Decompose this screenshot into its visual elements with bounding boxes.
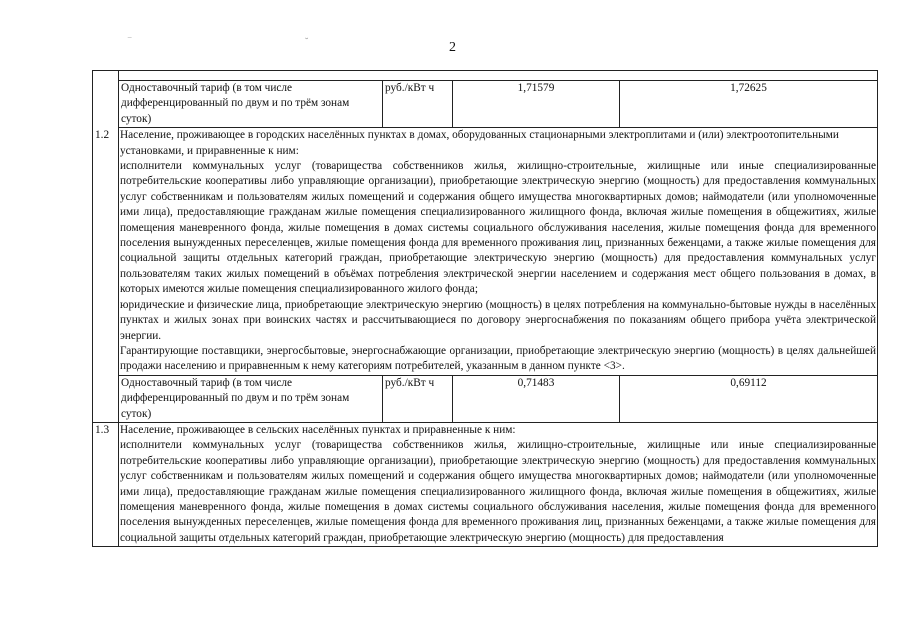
tariff-value-2: 0,69112 xyxy=(730,376,767,389)
row-number: 1.2 xyxy=(93,128,119,422)
row-number: 1.3 xyxy=(93,423,119,546)
tariff-unit: руб./кВт ч xyxy=(383,81,453,127)
tariff-line xyxy=(119,80,877,128)
table-row-1-1 xyxy=(93,71,877,128)
row-paragraph: юридические и физические лица, приобретающие электрическую энергию (мощность) в целях потребления на коммунально-бытовые нужды в населённых пунктах и жилых зонах при воинских частях и рассчитывающиеся по договору энергоснабжения по показаниям общего прибора учёта электрической энергии. xyxy=(120,298,876,342)
tariff-label: Одноставочный тариф (в том числе дифференцированный по двум и по трём зонам суток) xyxy=(119,81,383,127)
row-paragraph: исполнители коммунальных услуг (товарищества собственников жилья, жилищно-строительные, жилищные или иные специализированные потребительские кооперативы либо управляющие организации), приобретающие электрическую энергию (мощность) для предоставления коммунальных услуг собственникам и пользователям жилых помещений и содержания общего имущества многоквартирных домов; наймодатели (или уполномоченные ими лица), предоставляющие гражданам жилые помещения специализированного жилищного фонда, включая жилые помещения в общежитиях, жилые помещения маневренного фонда, жилые помещения в домах системы социального обслуживания населения, жилые помещения фонда для временного поселения вынужденных переселенцев, жилые помещения фонда для временного проживания лиц, признанных беженцами, а также жилые помещения для социальной защиты отдельных категорий граждан, приобретающие электрическую энергию (мощность) для предоставления коммунальных услуг пользователям таких жилых помещений в объёмах потребления электрической энергии населением и содержания мест общего пользования в домах, в которых имеются жилые помещения специализированного жилого фонда; xyxy=(120,160,876,296)
page-number: 2 xyxy=(449,40,456,55)
row-heading: Население, проживающее в городских населённых пунктах в домах, оборудованных стационарными электроплитами и (или) электроотопительными установками, и приравненные к ним: xyxy=(120,129,839,157)
row-paragraph: Гарантирующие поставщики, энергосбытовые, энергоснабжающие организации, приобретающие электрическую энергию (мощность) в целях дальнейшей продажи населению и приравненным к нему категориям потребителей, указанным в данном пункте <3>. xyxy=(120,344,876,373)
tariff-value-1: 1,71579 xyxy=(453,81,620,127)
tariff-table xyxy=(92,70,878,547)
row-number-cell xyxy=(93,71,119,128)
row-body xyxy=(119,423,877,546)
tariff-unit: руб./кВт ч xyxy=(383,376,453,422)
tariff-value-1: 0,71483 xyxy=(453,376,620,422)
row-body xyxy=(119,128,877,422)
tariff-label: Одноставочный тариф (в том числе дифференцированный по двум и по трём зонам суток) xyxy=(119,376,383,422)
row-heading: Население, проживающее в сельских населённых пунктах и приравненные к ним: xyxy=(120,423,516,436)
tariff-value-2: 1,72625 xyxy=(730,82,767,94)
row-body xyxy=(119,71,877,128)
scan-speck: ˘ xyxy=(305,37,309,48)
table-row-1-3 xyxy=(93,422,877,546)
scan-speck: ‾ xyxy=(128,38,132,49)
table-row-1-2 xyxy=(93,128,877,422)
empty-line xyxy=(119,71,877,80)
tariff-line xyxy=(119,375,877,422)
row-paragraph: исполнители коммунальных услуг (товарищества собственников жилья, жилищно-строительные, жилищные или иные специализированные потребительские кооперативы либо управляющие организации), приобретающие электрическую энергию (мощность) для предоставления коммунальных услуг собственникам и пользователям жилых помещений и содержания общего имущества многоквартирных домов; наймодатели (или уполномоченные ими лица), предоставляющие гражданам жилые помещения специализированного жилищного фонда, включая жилые помещения в общежитиях, жилые помещения маневренного фонда, жилые помещения в домах системы социального обслуживания населения, жилые помещения фонда для временного поселения вынужденных переселенцев, жилые помещения фонда для временного проживания лиц, признанных беженцами, а также жилые помещения для социальной защиты отдельных категорий граждан, приобретающие электрическую энергию (мощность) для предоставления xyxy=(120,439,876,544)
